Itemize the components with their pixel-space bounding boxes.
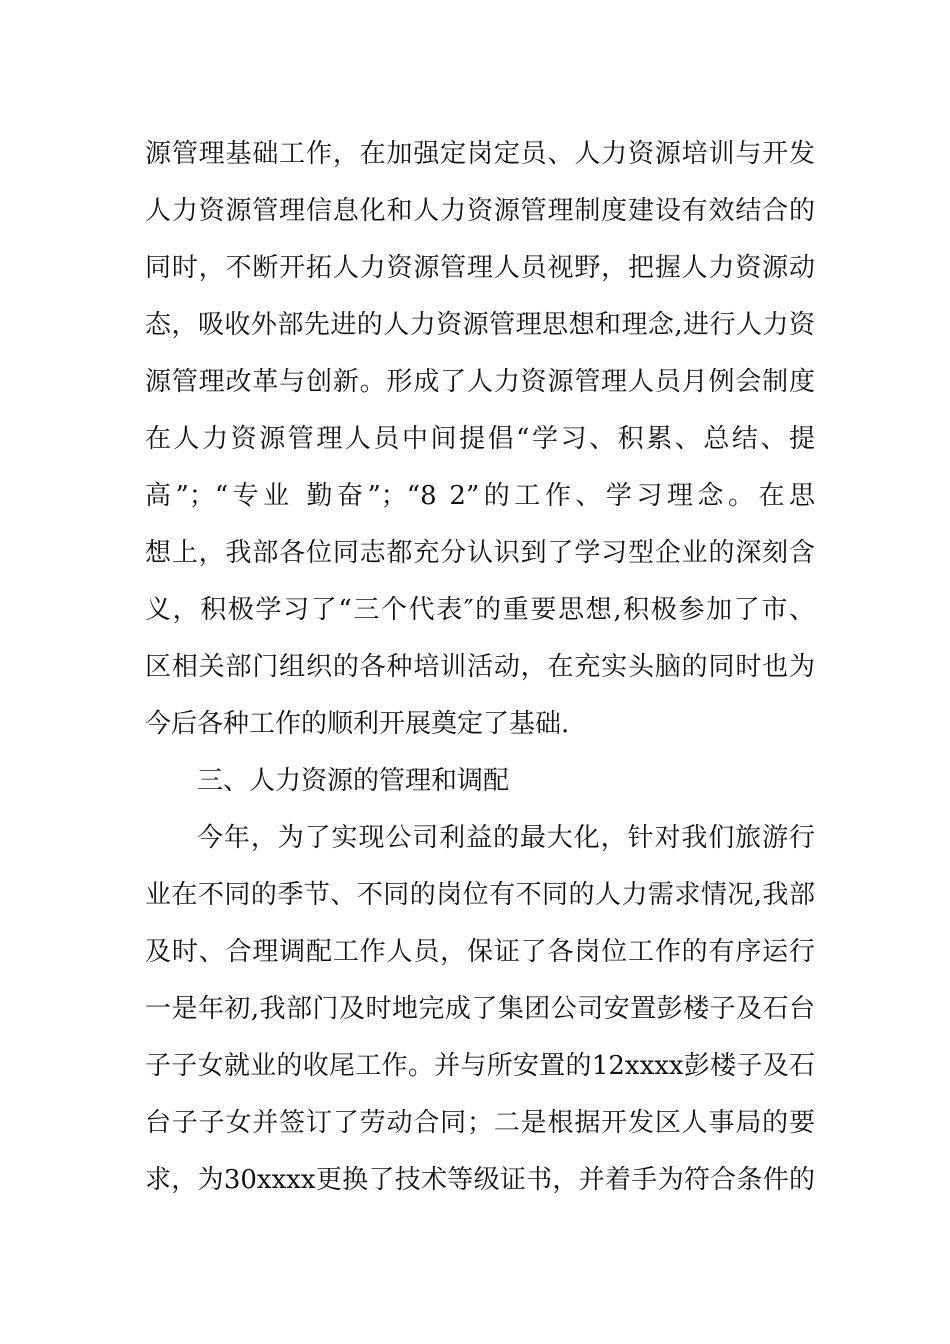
text-line-10: 区相关部门组织的各种培训活动，在充实头脑的同时也为: [145, 652, 815, 682]
text-line-14: 业在不同的季节、不同的岗位有不同的人力需求情况,我部: [145, 880, 815, 910]
text-line-3: 同时，不断开拓人力资源管理人员视野，把握人力资源动: [145, 253, 815, 283]
text-line-13: 今年，为了实现公司利益的最大化，针对我们旅游行: [197, 823, 815, 853]
text-line-9: 义，积极学习了“三个代表″的重要思想,积极参加了市、: [145, 595, 815, 625]
text-line-2: 人力资源管理信息化和人力资源管理制度建设有效结合的: [145, 196, 815, 226]
text-line-15: 及时、合理调配工作人员，保证了各岗位工作的有序运行: [145, 937, 815, 967]
section-heading: 三、人力资源的管理和调配: [197, 766, 510, 796]
text-line-5: 源管理改革与创新。形成了人力资源管理人员月例会制度: [145, 367, 815, 397]
text-line-18: 台子子女并签订了劳动合同；二是根据开发区人事局的要: [145, 1108, 815, 1138]
text-line-19: 求，为30xxxx更换了技术等级证书，并着手为符合条件的: [145, 1165, 815, 1195]
text-line-16: 一是年初,我部门及时地完成了集团公司安置彭楼子及石台: [145, 994, 815, 1024]
text-line-4: 态，吸收外部先进的人力资源管理思想和理念,进行人力资: [145, 310, 815, 340]
text-line-7: 高”；“专业 勤奋”；“8 2”的工作、学习理念。在思: [145, 481, 815, 511]
text-line-6: 在人力资源管理人员中间提倡“学习、积累、总结、提: [145, 424, 815, 454]
text-line-1: 源管理基础工作，在加强定岗定员、人力资源培训与开发: [145, 139, 815, 169]
text-line-11: 今后各种工作的顺利开展奠定了基础.: [145, 709, 570, 739]
text-line-8: 想上，我部各位同志都充分认识到了学习型企业的深刻含: [145, 538, 815, 568]
text-line-17: 子子女就业的收尾工作。并与所安置的12xxxx彭楼子及石: [145, 1051, 815, 1081]
